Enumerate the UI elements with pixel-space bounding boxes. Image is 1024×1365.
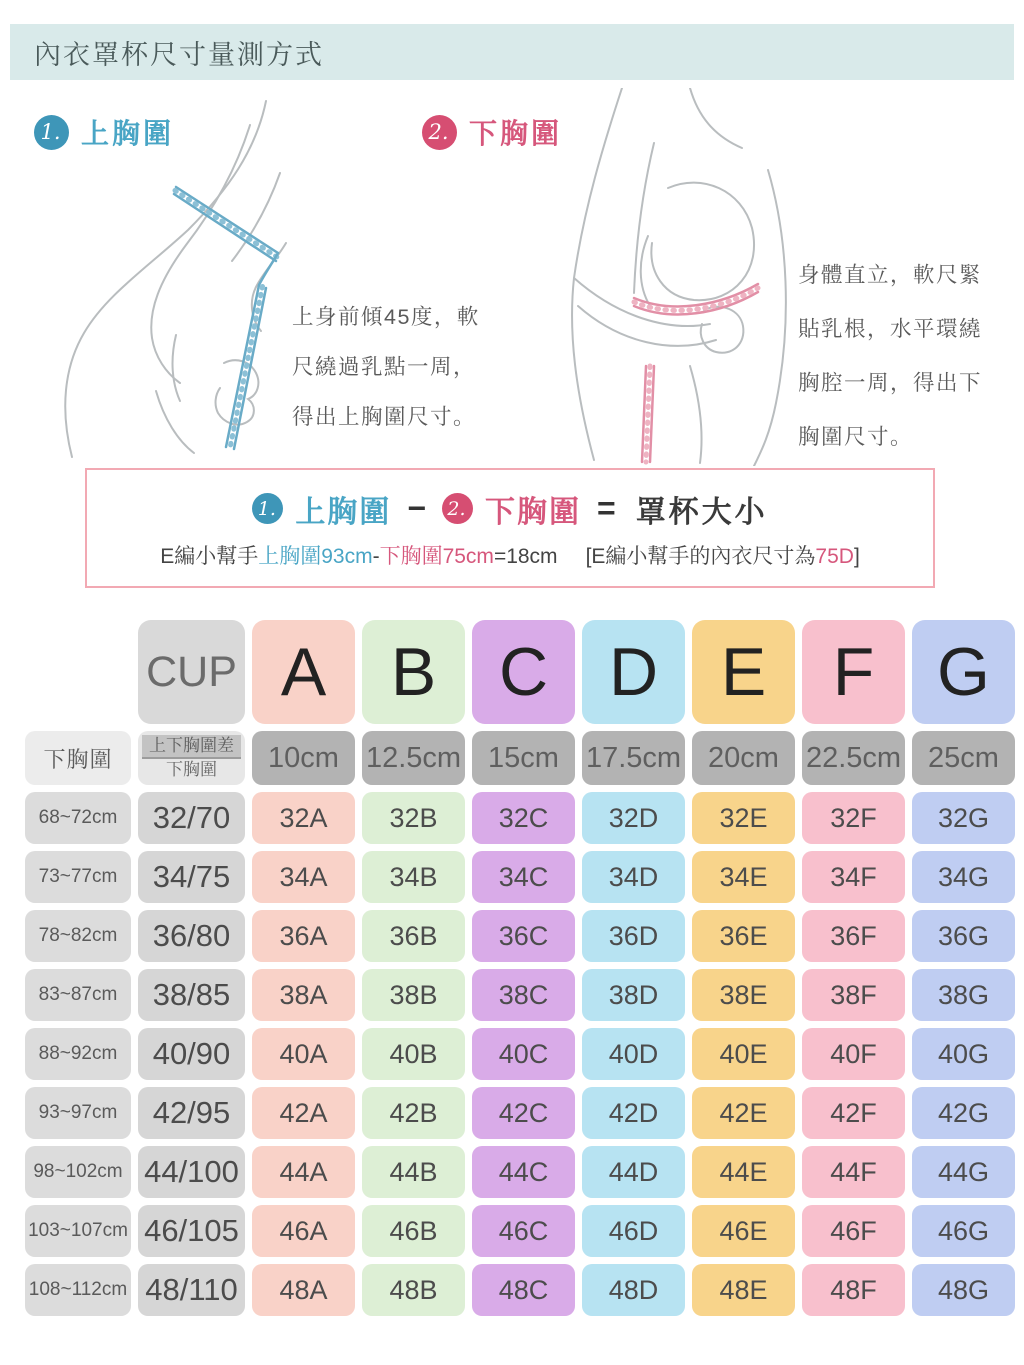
formula-step-2-badge: 2. [442, 493, 473, 524]
example-prefix: E編小幫手 [160, 544, 259, 568]
size-cell: 32B [362, 792, 465, 844]
size-cell: 40F [802, 1028, 905, 1080]
example-note-prefix: [E編小幫手的內衣尺寸為 [585, 544, 816, 568]
desc-line: 上身前傾45度，軟 [292, 305, 480, 329]
size-cell: 32E [692, 792, 795, 844]
row-band-cell: 32/70 [138, 792, 245, 844]
formula-upper-bust: 上胸圍 [295, 495, 392, 529]
size-cell: 34A [252, 851, 355, 903]
example-dash: - [372, 544, 380, 568]
size-cell: 36E [692, 910, 795, 962]
formula-result: 罩杯大小 [635, 495, 768, 529]
row-range-cell: 93~97cm [25, 1087, 131, 1139]
step-1-title: 上胸圍 [81, 118, 175, 149]
size-cell: 42E [692, 1087, 795, 1139]
size-cell: 36F [802, 910, 905, 962]
step-1-number-badge: 1. [34, 115, 69, 150]
desc-line: 得出上胸圍尺寸。 [292, 405, 477, 429]
size-cell: 48B [362, 1264, 465, 1316]
size-cell: 48A [252, 1264, 355, 1316]
desc-line: 胸圍尺寸。 [798, 425, 914, 449]
size-cell: 36D [582, 910, 685, 962]
row-range-cell: 88~92cm [25, 1028, 131, 1080]
size-cell: 34G [912, 851, 1015, 903]
row-band-cell: 48/110 [138, 1264, 245, 1316]
size-cell: 32C [472, 792, 575, 844]
size-cell: 44C [472, 1146, 575, 1198]
size-cell: 38F [802, 969, 905, 1021]
cup-column-header-e: E [692, 620, 795, 724]
example-note-suffix: ] [853, 544, 860, 568]
cup-column-header-g: G [912, 620, 1015, 724]
minus-sign: − [407, 490, 426, 526]
row-range-cell: 68~72cm [25, 792, 131, 844]
size-cell: 44A [252, 1146, 355, 1198]
size-cell: 48D [582, 1264, 685, 1316]
diff-header-cell: 10cm [252, 731, 355, 785]
size-cell: 38E [692, 969, 795, 1021]
formula-example [160, 540, 860, 570]
size-cell: 38B [362, 969, 465, 1021]
row-band-cell: 42/95 [138, 1087, 245, 1139]
size-cell: 34D [582, 851, 685, 903]
row-range-cell: 103~107cm [25, 1205, 131, 1257]
example-lower: 下胸圍75cm [379, 544, 494, 568]
size-cell: 36G [912, 910, 1015, 962]
cup-column-header-d: D [582, 620, 685, 724]
size-cell: 40A [252, 1028, 355, 1080]
size-cell: 48E [692, 1264, 795, 1316]
size-cell: 44B [362, 1146, 465, 1198]
row-band-cell: 46/105 [138, 1205, 245, 1257]
step-2-description [798, 248, 1020, 464]
size-cell: 46A [252, 1205, 355, 1257]
size-cell: 42F [802, 1087, 905, 1139]
size-cell: 32G [912, 792, 1015, 844]
size-cell: 38G [912, 969, 1015, 1021]
step-2-number-badge: 2. [422, 115, 457, 150]
equals-sign: = [597, 490, 616, 526]
diff-over-band-header-cell [138, 731, 245, 785]
formula-step-1-badge: 1. [252, 493, 283, 524]
example-result: =18cm [493, 544, 558, 568]
diff-header-cell: 17.5cm [582, 731, 685, 785]
size-table [25, 620, 1015, 1316]
diff-header-cell: 20cm [692, 731, 795, 785]
row-range-cell: 108~112cm [25, 1264, 131, 1316]
row-range-cell: 73~77cm [25, 851, 131, 903]
size-cell: 42D [582, 1087, 685, 1139]
row-band-cell: 38/85 [138, 969, 245, 1021]
size-cell: 34F [802, 851, 905, 903]
row-range-cell: 98~102cm [25, 1146, 131, 1198]
size-cell: 34C [472, 851, 575, 903]
size-cell: 46E [692, 1205, 795, 1257]
diff-header-cell: 12.5cm [362, 731, 465, 785]
size-cell: 40E [692, 1028, 795, 1080]
size-cell: 36C [472, 910, 575, 962]
size-cell: 44G [912, 1146, 1015, 1198]
row-band-cell: 36/80 [138, 910, 245, 962]
size-cell: 46F [802, 1205, 905, 1257]
size-cell: 38D [582, 969, 685, 1021]
size-cell: 44D [582, 1146, 685, 1198]
size-cell: 42B [362, 1087, 465, 1139]
size-cell: 34E [692, 851, 795, 903]
size-cell: 48C [472, 1264, 575, 1316]
cup-column-header-f: F [802, 620, 905, 724]
size-cell: 42A [252, 1087, 355, 1139]
size-cell: 42C [472, 1087, 575, 1139]
formula-under-bust: 下胸圍 [485, 495, 581, 529]
size-cell: 42G [912, 1087, 1015, 1139]
diff-fraction-top: 上下胸圍差 [142, 735, 241, 759]
size-cell: 46D [582, 1205, 685, 1257]
table-corner-spacer [25, 620, 131, 724]
page-title: 內衣罩杯尺寸量測方式 [10, 24, 1014, 80]
size-cell: 40G [912, 1028, 1015, 1080]
size-cell: 40B [362, 1028, 465, 1080]
example-note-size: 75D [815, 544, 854, 568]
step-2-label [422, 112, 562, 152]
size-cell: 46G [912, 1205, 1015, 1257]
size-cell: 40D [582, 1028, 685, 1080]
under-bust-figure [542, 88, 812, 466]
diff-header-cell: 22.5cm [802, 731, 905, 785]
size-cell: 38A [252, 969, 355, 1021]
desc-line: 胸腔一周，得出下 [798, 371, 983, 395]
step-1-description [292, 292, 532, 442]
size-cell: 44F [802, 1146, 905, 1198]
size-cell: 32A [252, 792, 355, 844]
size-cell: 32D [582, 792, 685, 844]
row-band-cell: 44/100 [138, 1146, 245, 1198]
row-band-cell: 40/90 [138, 1028, 245, 1080]
desc-line: 身體直立，軟尺緊 [798, 263, 983, 287]
cup-column-header-c: C [472, 620, 575, 724]
underbust-header-cell: 下胸圍 [25, 731, 131, 785]
cup-header-cell: CUP [138, 620, 245, 724]
cup-column-header-b: B [362, 620, 465, 724]
size-cell: 46B [362, 1205, 465, 1257]
size-cell: 46C [472, 1205, 575, 1257]
step-1-label [34, 112, 174, 152]
diff-header-cell: 25cm [912, 731, 1015, 785]
size-cell: 40C [472, 1028, 575, 1080]
example-upper: 上胸圍93cm [258, 544, 373, 568]
size-cell: 38C [472, 969, 575, 1021]
size-cell: 34B [362, 851, 465, 903]
row-range-cell: 83~87cm [25, 969, 131, 1021]
size-cell: 36A [252, 910, 355, 962]
desc-line: 尺繞過乳點一周， [292, 355, 477, 379]
size-cell: 44E [692, 1146, 795, 1198]
row-band-cell: 34/75 [138, 851, 245, 903]
size-cell: 48F [802, 1264, 905, 1316]
step-2-title: 下胸圍 [469, 118, 563, 149]
cup-column-header-a: A [252, 620, 355, 724]
diff-fraction-bottom: 下胸圍 [166, 760, 217, 779]
row-range-cell: 78~82cm [25, 910, 131, 962]
size-cell: 36B [362, 910, 465, 962]
size-cell: 48G [912, 1264, 1015, 1316]
formula-box [85, 468, 935, 588]
desc-line: 貼乳根，水平環繞 [798, 317, 983, 341]
diff-header-cell: 15cm [472, 731, 575, 785]
size-cell: 32F [802, 792, 905, 844]
formula-main [252, 487, 767, 531]
